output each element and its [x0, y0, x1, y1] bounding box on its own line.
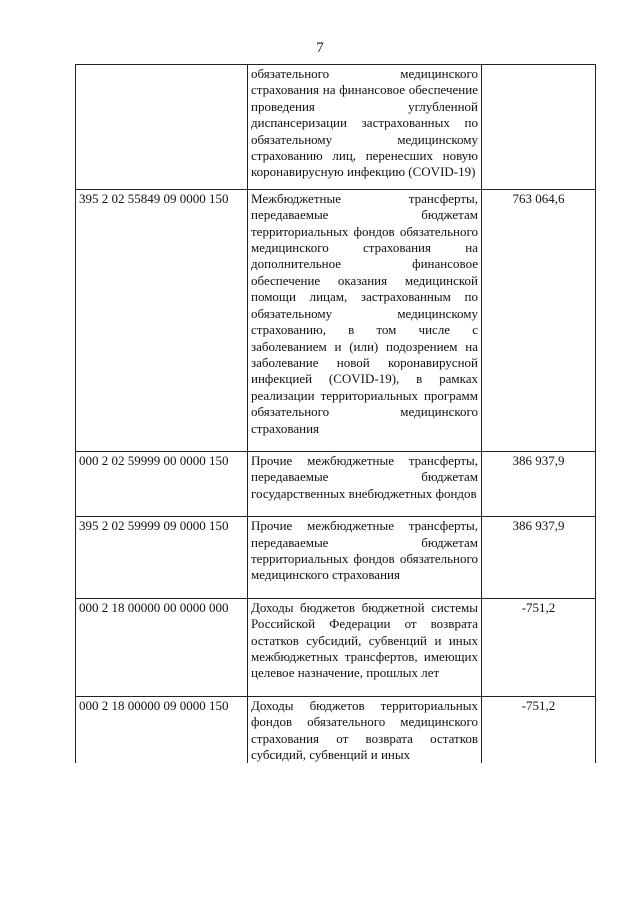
amount-cell: 386 937,9: [482, 451, 596, 516]
budget-code-cell: 000 2 02 59999 00 0000 150: [76, 451, 248, 516]
amount-cell: [482, 65, 596, 190]
revenue-name-cell: Прочие межбюджетные трансферты, передаваемые бюджетам государственных внебюджетных фондов: [248, 451, 482, 516]
budget-code-cell: 000 2 18 00000 00 0000 000: [76, 598, 248, 696]
budget-code-cell: 395 2 02 55849 09 0000 150: [76, 189, 248, 451]
table-row: [76, 65, 596, 190]
budget-revenue-table: [75, 64, 596, 763]
revenue-name-cell: Доходы бюджетов бюджетной системы Российской Федерации от возврата остатков субсидий, субвенций и иных межбюджетных трансфертов, имеющих целевое назначение, прошлых лет: [248, 598, 482, 696]
table-row: [76, 696, 596, 763]
table-row: [76, 517, 596, 599]
table-row: [76, 598, 596, 696]
page-number: 7: [316, 40, 324, 56]
budget-code-cell: [76, 65, 248, 190]
amount-cell: -751,2: [482, 696, 596, 763]
table-row: [76, 189, 596, 451]
amount-cell: 386 937,9: [482, 517, 596, 599]
amount-cell: -751,2: [482, 598, 596, 696]
budget-code-cell: 395 2 02 59999 09 0000 150: [76, 517, 248, 599]
revenue-name-cell: Доходы бюджетов территориальных фондов обязательного медицинского страхования от возврата остатков субсидий, субвенций и иных: [248, 696, 482, 763]
budget-code-cell: 000 2 18 00000 09 0000 150: [76, 696, 248, 763]
revenue-name-cell: обязательного медицинского страхования на финансовое обеспечение проведения углубленной диспансеризации застрахованных по обязательному медицинскому страхованию лиц, перенесших новую коронавирусную инфекцию (COVID-19): [248, 65, 482, 190]
revenue-name-cell: Межбюджетные трансферты, передаваемые бюджетам территориальных фондов обязательного медицинского страхования на дополнительное финансовое обеспечение оказания медицинской помощи лицам, застрахованным по обязательному медицинскому страхованию, в том числе с заболеванием и (или) подозрением на заболевание новой коронавирусной инфекцией (COVID-19), в рамках реализации территориальных программ обязательного медицинского страхования: [248, 189, 482, 451]
amount-cell: 763 064,6: [482, 189, 596, 451]
revenue-name-cell: Прочие межбюджетные трансферты, передаваемые бюджетам территориальных фондов обязательного медицинского страхования: [248, 517, 482, 599]
table-row: [76, 451, 596, 516]
